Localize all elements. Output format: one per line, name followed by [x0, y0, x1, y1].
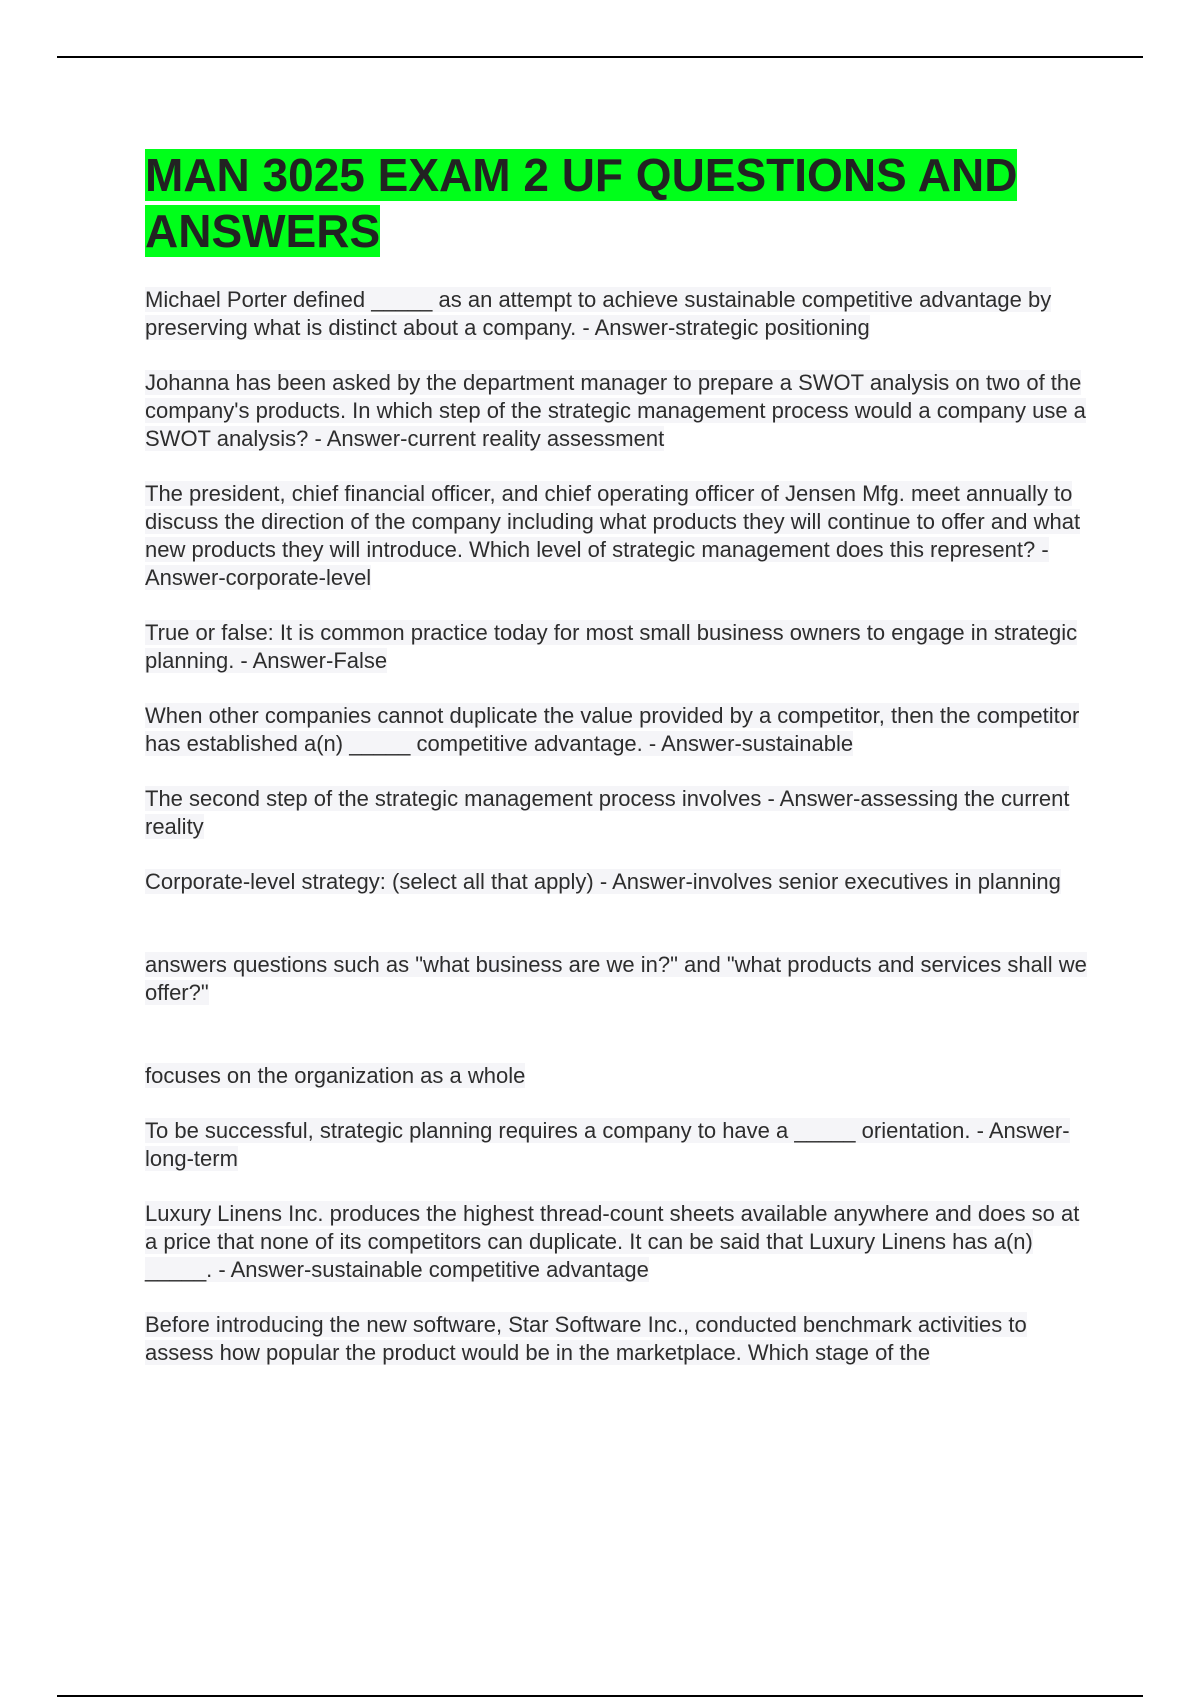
document-title [145, 147, 1095, 259]
title-highlight: MAN 3025 EXAM 2 UF QUESTIONS AND ANSWERS [145, 149, 1018, 257]
qa-item: True or false: It is common practice today for most small business owners to engage in strategic planning. - Answer-False [145, 620, 1078, 673]
qa-item: The president, chief financial officer, and chief operating officer of Jensen Mfg. meet annually to discuss the direction of the company including what products they will continue to offer and what new products they will introduce. Which level of strategic management does this represent? - Answer-corporate-level [145, 481, 1081, 590]
qa-item: Corporate-level strategy: (select all that apply) - Answer-involves senior executives in planning [145, 869, 1061, 894]
qa-option: answers questions such as "what business are we in?" and "what products and services shall we offer?" [145, 952, 1087, 1005]
qa-item: Before introducing the new software, Star Software Inc., conducted benchmark activities to assess how popular the product would be in the marketplace. Which stage of the [145, 1312, 1027, 1365]
document-body [145, 147, 1095, 1394]
qa-item: To be successful, strategic planning requires a company to have a _____ orientation. - Answer-long-term [145, 1118, 1070, 1171]
bottom-rule [57, 1695, 1143, 1697]
qa-item: When other companies cannot duplicate the value provided by a competitor, then the competitor has established a(n) _____ competitive advantage. - Answer-sustainable [145, 703, 1080, 756]
top-rule [57, 56, 1143, 58]
qa-item: The second step of the strategic management process involves - Answer-assessing the current reality [145, 786, 1070, 839]
qa-item: Luxury Linens Inc. produces the highest thread-count sheets available anywhere and does so at a price that none of its competitors can duplicate. It can be said that Luxury Linens has a(n) _____. - Answer-sustainable competitive advantage [145, 1201, 1080, 1282]
qa-option: focuses on the organization as a whole [145, 1063, 526, 1088]
qa-item: Johanna has been asked by the department manager to prepare a SWOT analysis on two of the company's products. In which step of the strategic management process would a company use a SWOT analysis? - Answer-current reality assessment [145, 370, 1086, 451]
qa-item: Michael Porter defined _____ as an attempt to achieve sustainable competitive advantage by preserving what is distinct about a company. - Answer-strategic positioning [145, 287, 1052, 340]
